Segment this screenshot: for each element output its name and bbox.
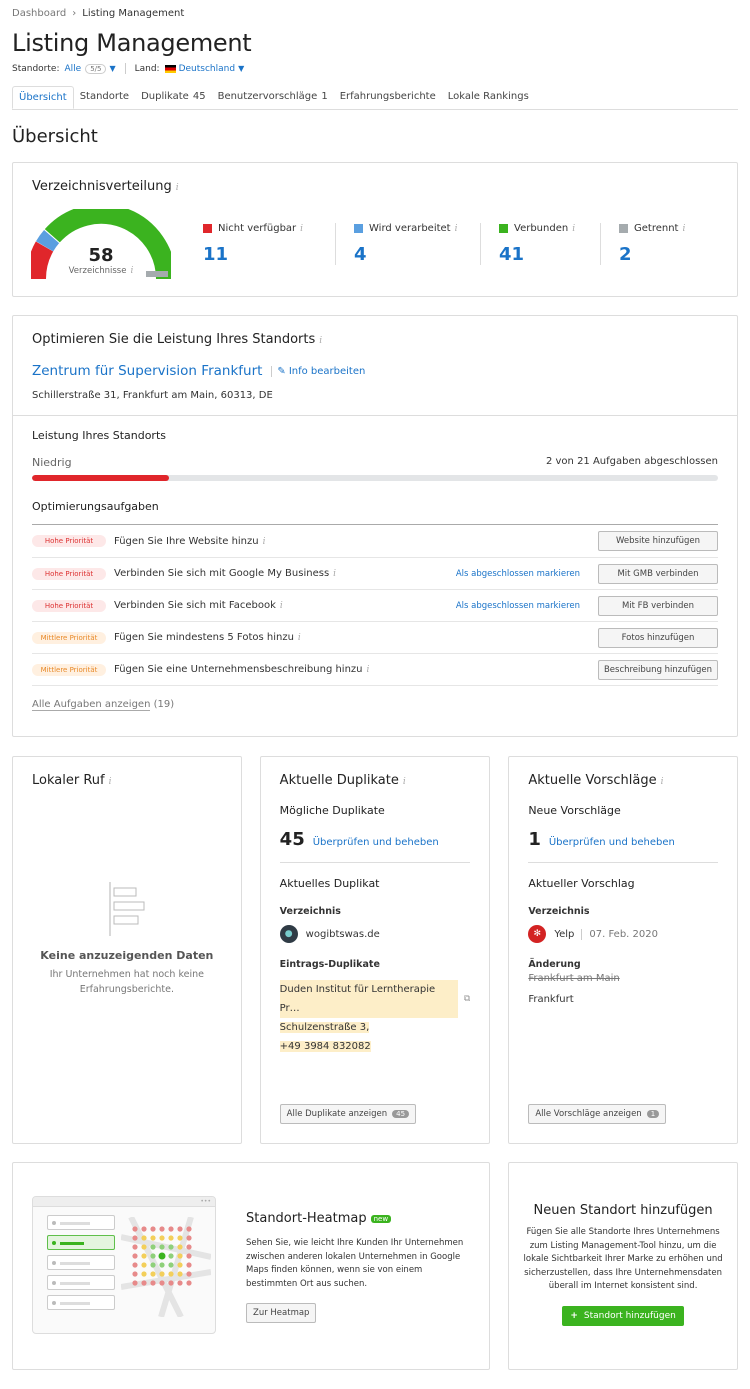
stat-value[interactable]: 2: [619, 244, 632, 265]
all-tasks-count: (19): [153, 699, 175, 710]
divider: [32, 685, 718, 686]
card-title-text: Verzeichnisverteilung: [32, 179, 172, 194]
plus-icon: +: [570, 1310, 578, 1321]
task-text-label: Verbinden Sie sich mit Facebook: [114, 600, 276, 611]
heatmap-dot: [186, 1235, 191, 1240]
possible-duplicates-label: Mögliche Duplikate: [279, 804, 385, 817]
add-location-button[interactable]: [562, 1306, 683, 1326]
heatmap-dot: [141, 1244, 146, 1249]
all-tasks-row: [32, 699, 718, 710]
heatmap-dot: [141, 1271, 146, 1276]
stat-label: Getrennt: [634, 223, 679, 234]
divider: [280, 862, 471, 863]
review-suggestions-link[interactable]: Überprüfen und beheben: [548, 837, 675, 848]
current-duplicate-label: Aktuelles Duplikat: [279, 877, 380, 890]
mock-list-item: [47, 1235, 115, 1250]
mock-list-item: [47, 1255, 115, 1270]
task-list: [32, 524, 718, 686]
stat-label: Wird verarbeitet: [369, 223, 451, 234]
heatmap-dot: [177, 1235, 182, 1240]
heatmap-dot: [168, 1262, 173, 1267]
task-action-button[interactable]: Mit GMB verbinden: [598, 564, 718, 584]
entry-phone: +49 3984 832082: [279, 1041, 371, 1052]
mark-complete-link[interactable]: Als abgeschlossen markieren: [455, 568, 580, 579]
duplicate-entry: [280, 980, 471, 1056]
gauge-total-label: [61, 266, 141, 276]
button-label: Alle Duplikate anzeigen: [286, 1109, 388, 1119]
chevron-down-icon[interactable]: ▼: [238, 64, 245, 73]
promo-cards-row: [12, 1162, 738, 1370]
divider: [528, 862, 718, 863]
heatmap-dot: [186, 1244, 191, 1249]
empty-state-text: Ihr Unternehmen hat noch keine Erfahrungsberichte.: [49, 969, 204, 995]
chevron-down-icon[interactable]: ▼: [109, 64, 116, 73]
button-label: Standort hinzufügen: [583, 1310, 676, 1321]
performance-level: Niedrig: [32, 456, 72, 469]
mark-complete-link[interactable]: Als abgeschlossen markieren: [455, 600, 580, 611]
heatmap-dot: [132, 1235, 137, 1240]
mock-list-item: [47, 1215, 115, 1230]
mock-list-item: [47, 1295, 115, 1310]
priority-badge: Hohe Priorität: [32, 600, 106, 612]
heatmap-dot: [168, 1271, 173, 1276]
task-text: [114, 664, 598, 675]
info-icon[interactable]: i: [300, 223, 304, 234]
tab-user-suggestions[interactable]: [212, 86, 334, 109]
task-text: [114, 568, 456, 579]
current-duplicates-card: [260, 756, 491, 1144]
review-duplicates-link[interactable]: Überprüfen und beheben: [312, 837, 439, 848]
country-filter-dropdown[interactable]: Deutschland: [178, 63, 236, 74]
gauge-total: [61, 245, 141, 276]
info-icon[interactable]: i: [175, 183, 179, 193]
heatmap-dot: [141, 1280, 146, 1285]
entries-label: Eintrags-Duplikate: [279, 959, 380, 970]
heatmap-dot: [159, 1253, 166, 1260]
heatmap-grid: [121, 1217, 211, 1317]
directory-distribution-card: [12, 162, 738, 297]
card-title-text: Aktuelle Duplikate: [279, 773, 399, 788]
priority-badge: Hohe Priorität: [32, 535, 106, 547]
tab-label: Standorte: [79, 91, 130, 102]
card-title: [280, 773, 471, 788]
locations-filter-dropdown[interactable]: Alle: [64, 63, 82, 74]
info-icon[interactable]: i: [130, 266, 134, 276]
heatmap-dot: [159, 1280, 164, 1285]
chevron-right-icon: ›: [72, 8, 77, 19]
info-icon[interactable]: i: [297, 633, 301, 643]
breadcrumb: [12, 0, 738, 19]
heatmap-dot: [141, 1235, 146, 1240]
heatmap-dot: [150, 1262, 155, 1267]
empty-state-title: Keine anzuzeigenden Daten: [40, 949, 214, 962]
button-label: Alle Vorschläge anzeigen: [535, 1109, 642, 1119]
info-icon[interactable]: i: [319, 336, 323, 346]
heatmap-dot: [132, 1271, 137, 1276]
stat-label: Verbunden: [514, 223, 569, 234]
card-title: [32, 332, 718, 347]
tab-overview[interactable]: [12, 86, 74, 109]
tab-label: Lokale Rankings: [447, 91, 529, 102]
locations-count-badge: 5/5: [85, 64, 106, 74]
priority-badge: Mittlere Priorität: [32, 664, 106, 676]
old-value: Frankfurt am Main: [528, 973, 620, 984]
gauge-total-value: 58: [88, 245, 114, 266]
new-badge: new: [371, 1215, 391, 1223]
heatmap-dot: [159, 1244, 164, 1249]
tab-label: Benutzervorschläge: [217, 91, 318, 102]
task-text: [114, 600, 456, 611]
heatmap-dot: [186, 1262, 191, 1267]
task-row: [32, 525, 718, 557]
entry-street: Schulzenstraße 3,: [279, 1022, 370, 1033]
window-controls-icon: •••: [33, 1197, 215, 1207]
priority-badge: Hohe Priorität: [32, 568, 106, 580]
task-text-label: Fügen Sie mindestens 5 Fotos hinzu: [114, 632, 294, 643]
new-location-title: Neuen Standort hinzufügen: [533, 1203, 713, 1218]
heatmap-button[interactable]: [246, 1303, 316, 1323]
heatmap-dot: [168, 1226, 173, 1231]
heatmap-dot: [141, 1226, 146, 1231]
info-icon[interactable]: i: [682, 223, 686, 234]
filter-divider: [125, 63, 126, 74]
directory-label: Verzeichnis: [279, 906, 341, 917]
divider: [581, 929, 582, 940]
tab-reviews[interactable]: [334, 86, 442, 109]
performance-title: Leistung Ihres Standorts: [32, 429, 167, 442]
stat-connected: [481, 223, 601, 265]
all-suggestions-button[interactable]: [528, 1104, 666, 1124]
gauge-segment-processing: [45, 237, 52, 247]
directory-name: Yelp: [554, 928, 575, 940]
heatmap-dot: [168, 1253, 173, 1258]
mock-list-item: [47, 1275, 115, 1290]
count-badge: 1: [647, 1110, 659, 1118]
map-pin-icon: ●: [280, 925, 298, 943]
task-action-button[interactable]: Fotos hinzufügen: [598, 628, 718, 648]
local-reputation-card: [12, 756, 242, 1144]
new-value: Frankfurt: [528, 994, 574, 1005]
task-action-button[interactable]: Website hinzufügen: [598, 531, 718, 551]
heatmap-dot: [150, 1253, 155, 1258]
performance-progress-fill: [32, 475, 169, 481]
heatmap-dot: [132, 1262, 137, 1267]
heatmap-dot: [159, 1271, 164, 1276]
heatmap-dot: [150, 1280, 155, 1285]
suggestions-count: 1: [528, 829, 541, 850]
new-location-description: Fügen Sie alle Standorte Ihres Unternehmens zum Listing Management-Tool hinzu, um die lokale Sichtbarkeit Ihrer Marke zu erhöhen und sicherzustellen, dass Ihre Unternehmensdaten überall im Internet konsistent sind.: [523, 1227, 723, 1291]
heatmap-dot: [186, 1226, 191, 1231]
divider: [271, 366, 272, 377]
count-badge: 45: [392, 1110, 409, 1118]
stat-processing: [336, 223, 481, 265]
heatmap-dot: [159, 1262, 164, 1267]
stat-label: Nicht verfügbar: [218, 223, 297, 234]
tasks-title: Optimierungsaufgaben: [32, 500, 159, 513]
card-title: [32, 773, 222, 788]
external-link-icon[interactable]: ⧉: [463, 993, 471, 1004]
heatmap-dot: [186, 1271, 191, 1276]
gauge-total-label-text: Verzeichnisse: [68, 266, 127, 276]
directory-name: wogibtswas.de: [305, 928, 380, 940]
tasks-completed-text: 2 von 21 Aufgaben abgeschlossen: [545, 456, 718, 467]
breadcrumb-current: Listing Management: [82, 8, 185, 19]
tab-label: Erfahrungsberichte: [339, 91, 436, 102]
change-label: Änderung: [528, 959, 581, 970]
summary-cards-row: [12, 756, 738, 1144]
info-icon[interactable]: i: [279, 601, 283, 611]
heatmap-dot: [159, 1226, 164, 1231]
task-row: [32, 589, 718, 621]
heatmap-dot: [132, 1244, 137, 1249]
task-text: [114, 536, 598, 547]
gauge-segment-disconnected: [146, 271, 168, 277]
card-title: [32, 179, 718, 194]
task-text: [114, 632, 598, 643]
tab-bar: [12, 86, 738, 110]
current-suggestion-label: Aktueller Vorschlag: [528, 877, 635, 890]
yelp-icon: ✻: [528, 925, 546, 943]
task-row: [32, 653, 718, 685]
stat-unavailable: [203, 223, 336, 265]
legend-swatch-red: [203, 224, 212, 233]
locations-filter-label: Standorte:: [12, 63, 60, 74]
new-location-card: [508, 1162, 738, 1370]
stat-value[interactable]: 41: [499, 244, 525, 265]
heatmap-dot: [141, 1262, 146, 1267]
heatmap-title: Standort-Heatmap: [246, 1211, 367, 1226]
legend-swatch-blue: [354, 224, 363, 233]
tab-count: 1: [321, 91, 328, 102]
heatmap-description: Sehen Sie, wie leicht Ihre Kunden Ihr Unternehmen zwischen anderen lokalen Unternehmen in Google Maps finden können, wenn sie von einem bestimmten Ort aus suchen.: [246, 1238, 464, 1289]
filter-bar: [12, 63, 738, 74]
heatmap-dot: [168, 1244, 173, 1249]
heatmap-dot: [177, 1262, 182, 1267]
suggestion-date: 07. Feb. 2020: [589, 928, 658, 940]
page-title: Listing Management: [12, 29, 252, 57]
current-suggestions-card: [508, 756, 738, 1144]
optimize-location-card: [12, 315, 738, 737]
priority-badge: Mittlere Priorität: [32, 632, 106, 644]
heatmap-dot: [159, 1235, 164, 1240]
heatmap-dot: [177, 1271, 182, 1276]
entry-name: Duden Institut für Lerntherapie Pr…: [280, 980, 458, 1018]
distribution-stats: [203, 223, 711, 265]
legend-swatch-gray: [619, 224, 628, 233]
section-title: Übersicht: [12, 126, 98, 147]
card-title: [528, 773, 718, 788]
new-suggestions-label: Neue Vorschläge: [528, 804, 621, 817]
pencil-icon[interactable]: ✎: [277, 365, 286, 377]
gauge-segment-unavailable: [36, 247, 45, 280]
location-address: Schillerstraße 31, Frankfurt am Main, 60313, DE: [32, 390, 273, 401]
tab-local-rankings[interactable]: [442, 86, 535, 109]
card-title-text: Aktuelle Vorschläge: [528, 773, 657, 788]
directory-label: Verzeichnis: [528, 906, 590, 917]
stat-disconnected: [601, 223, 711, 265]
heatmap-dot: [186, 1253, 191, 1258]
info-icon[interactable]: i: [660, 777, 664, 787]
heatmap-dot: [150, 1235, 155, 1240]
heatmap-dot: [150, 1226, 155, 1231]
edit-info-link[interactable]: Info bearbeiten: [288, 365, 366, 377]
heatmap-illustration: [32, 1196, 216, 1334]
duplicates-count: 45: [279, 829, 305, 850]
heatmap-dot: [141, 1253, 146, 1258]
heatmap-dot: [150, 1271, 155, 1276]
germany-flag-icon: [165, 65, 176, 73]
info-icon[interactable]: i: [454, 223, 458, 234]
info-icon[interactable]: i: [108, 777, 112, 787]
task-text-label: Fügen Sie Ihre Website hinzu: [114, 535, 259, 547]
stat-value[interactable]: 11: [203, 244, 229, 265]
task-action-button[interactable]: Beschreibung hinzufügen: [598, 660, 718, 680]
heatmap-dot: [186, 1280, 191, 1285]
tab-count: 45: [192, 91, 206, 102]
heatmap-dot: [150, 1244, 155, 1249]
info-icon[interactable]: i: [333, 569, 337, 579]
heatmap-dot: [177, 1280, 182, 1285]
stat-value[interactable]: 4: [354, 244, 367, 265]
heatmap-dot: [168, 1280, 173, 1285]
heatmap-dot: [132, 1226, 137, 1231]
task-row: [32, 621, 718, 653]
tab-label: Übersicht: [19, 92, 67, 103]
task-action-button[interactable]: Mit FB verbinden: [598, 596, 718, 616]
tab-label: Duplikate: [141, 91, 189, 102]
heatmap-card: [12, 1162, 490, 1370]
info-icon[interactable]: i: [262, 536, 266, 547]
mock-listing-list: [47, 1215, 115, 1315]
card-title-text: Lokaler Ruf: [32, 773, 105, 788]
info-icon[interactable]: i: [402, 777, 406, 787]
heatmap-dot: [177, 1253, 182, 1258]
all-tasks-link[interactable]: Alle Aufgaben anzeigen: [32, 699, 151, 710]
all-duplicates-button[interactable]: [280, 1104, 416, 1124]
info-icon[interactable]: i: [572, 223, 576, 234]
breadcrumb-dashboard-link[interactable]: Dashboard: [12, 8, 67, 19]
task-text-label: Verbinden Sie sich mit Google My Business: [114, 568, 330, 579]
heatmap-dot: [132, 1253, 137, 1258]
card-title-text: Optimieren Sie die Leistung Ihres Standorts: [32, 332, 316, 347]
heatmap-dot: [168, 1235, 173, 1240]
heatmap-dot: [177, 1226, 182, 1231]
task-row: [32, 557, 718, 589]
tab-duplicates[interactable]: [135, 86, 212, 109]
legend-swatch-green: [499, 224, 508, 233]
task-text-label: Fügen Sie eine Unternehmensbeschreibung hinzu: [114, 664, 363, 675]
country-filter-label: Land:: [134, 63, 160, 74]
info-icon[interactable]: i: [366, 665, 370, 675]
performance-progress-bar: [32, 475, 718, 481]
heatmap-dot: [177, 1244, 182, 1249]
empty-chart-icon: [108, 882, 148, 938]
tab-locations[interactable]: [74, 86, 135, 109]
button-label: Zur Heatmap: [253, 1308, 310, 1318]
location-name-link[interactable]: Zentrum für Supervision Frankfurt: [32, 363, 263, 379]
heatmap-dot: [132, 1280, 137, 1285]
